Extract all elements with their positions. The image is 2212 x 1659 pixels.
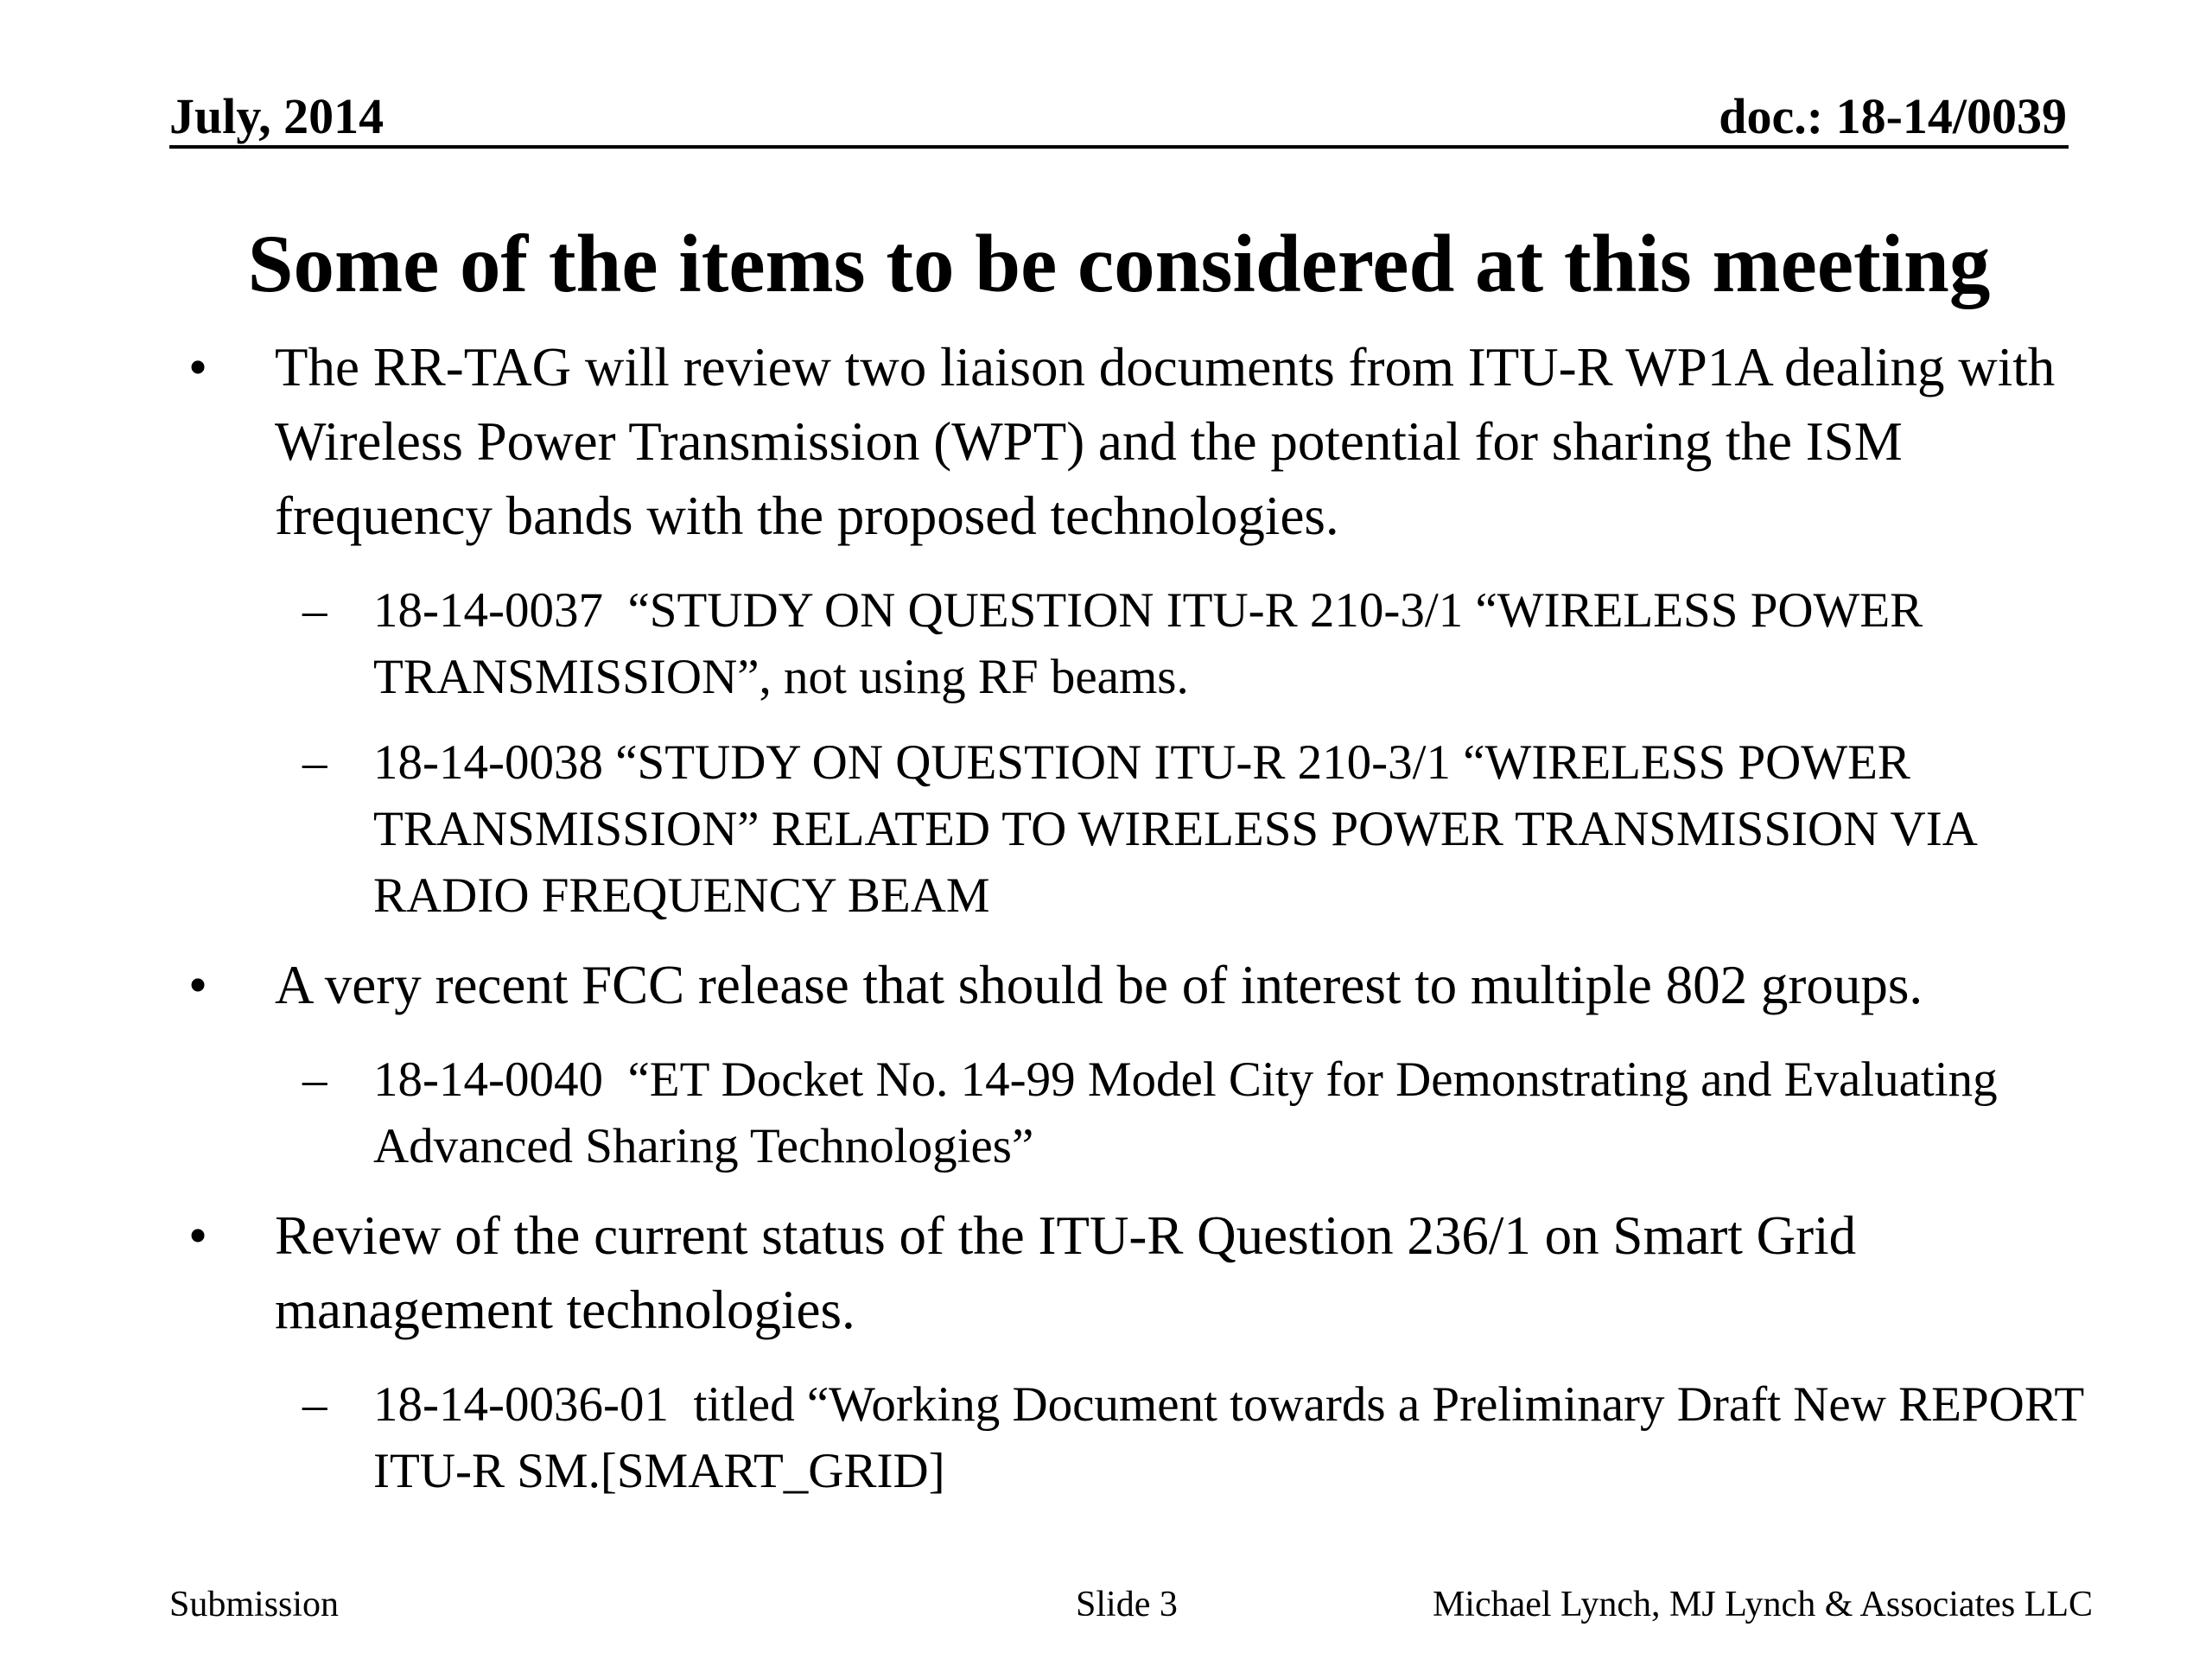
sub-bullet-text: 18-14-0037 “STUDY ON QUESTION ITU-R 210-3/1 “WIRELESS POWER TRANSMISSION”, not using RF beams. (373, 583, 1935, 704)
sub-bullet-item (0, 729, 2093, 929)
slide-title: Some of the items to be considered at this meeting (247, 218, 1991, 309)
dash-icon: – (302, 583, 327, 638)
footer-submission: Submission (169, 1585, 340, 1624)
sub-bullet-item (0, 1046, 2093, 1179)
sub-bullet-text: 18-14-0036-01 titled “Working Document towards a Preliminary Draft New REPORT ITU-R SM.[SMART_GRID] (373, 1377, 2096, 1498)
dash-icon: – (302, 1377, 327, 1432)
bullet-item (0, 330, 2081, 553)
bullet-icon: • (188, 955, 208, 1015)
slide-body (0, 330, 2212, 1523)
sub-bullet-item (0, 577, 2093, 710)
dash-icon: – (302, 1052, 327, 1107)
footer-author: Michael Lynch, MJ Lynch & Associates LLC (1432, 1585, 2093, 1624)
bullet-text: The RR-TAG will review two liaison documents from ITU-R WP1A dealing with Wireless Power Transmission (WPT) and the potential for sharing the ISM frequency bands with the proposed technologies. (275, 337, 2056, 546)
header-date: July, 2014 (169, 88, 385, 144)
header-doc-number: doc.: 18-14/0039 (1719, 88, 2067, 144)
bullet-icon: • (188, 337, 208, 397)
bullet-item (0, 948, 2081, 1022)
bullet-icon: • (188, 1205, 208, 1266)
bullet-text: Review of the current status of the ITU-R Question 236/1 on Smart Grid management technologies. (275, 1205, 1857, 1340)
bullet-text: A very recent FCC release that should be of interest to multiple 802 groups. (275, 955, 1923, 1015)
sub-bullet-text: 18-14-0040 “ET Docket No. 14-99 Model City for Demonstrating and Evaluating Advanced Sharing Technologies” (373, 1052, 2007, 1173)
sub-bullet-text: 18-14-0038 “STUDY ON QUESTION ITU-R 210-3/1 “WIRELESS POWER TRANSMISSION” RELATED TO WIRELESS POWER TRANSMISSION VIA RADIO FREQUENCY BEAM (373, 735, 1975, 923)
dash-icon: – (302, 735, 327, 790)
footer-slide-number: Slide 3 (1076, 1585, 1178, 1624)
header-rule (169, 145, 2069, 149)
sub-bullet-item (0, 1371, 2096, 1504)
bullet-item (0, 1198, 2081, 1347)
